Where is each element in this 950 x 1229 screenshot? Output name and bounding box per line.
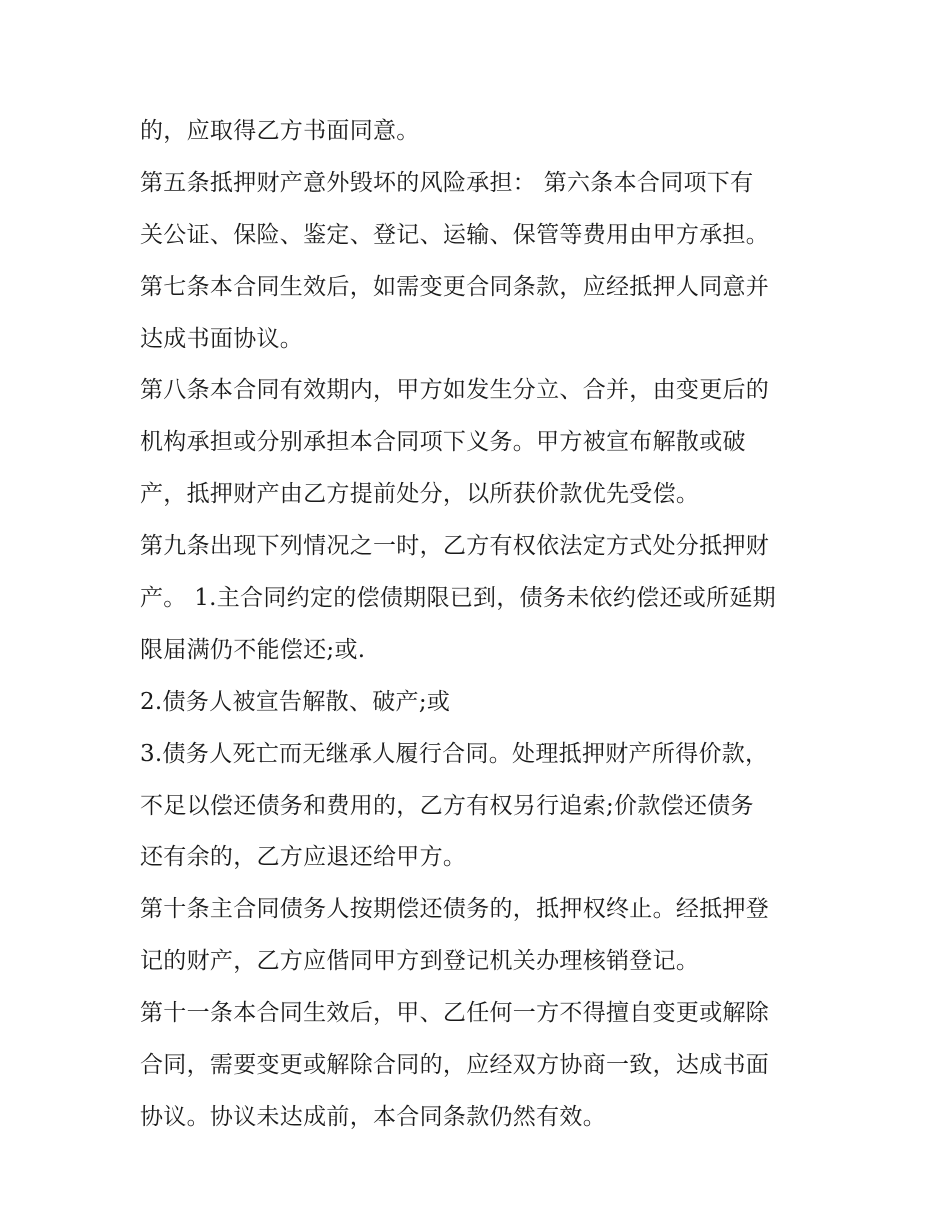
text-line: 的，应取得乙方书面同意。 — [140, 118, 420, 144]
text-line: 第五条抵押财产意外毁坏的风险承担： 第六条本合同项下有 — [140, 169, 754, 196]
text-line: 第七条本合同生效后，如需变更合同条款，应经抵押人同意并 — [140, 273, 770, 300]
text-line: 产，抵押财产由乙方提前处分，以所获价款优先受偿。 — [140, 481, 700, 508]
text-line: 达成书面协议。 — [140, 325, 304, 352]
text-line: 关公证、保险、鉴定、登记、运输、保管等费用由甲方承担。 — [140, 221, 770, 248]
text-line: 第九条出现下列情况之一时，乙方有权依法定方式处分抵押财 — [140, 533, 770, 560]
text-line: 产。 1.主合同约定的偿债期限已到，债务未依约偿还或所延期 — [140, 585, 776, 612]
text-line: 限届满仍不能偿还;或. — [140, 636, 366, 663]
text-line: 合同，需要变更或解除合同的，应经双方协商一致，达成书面 — [140, 1052, 770, 1079]
text-line: 还有余的，乙方应退还给甲方。 — [140, 844, 467, 871]
text-line: 2.债务人被宣告解散、破产;或 — [140, 688, 451, 715]
text-line: 机构承担或分别承担本合同项下义务。甲方被宣布解散或破 — [140, 429, 746, 456]
text-line: 第十条主合同债务人按期偿还债务的，抵押权终止。经抵押登 — [140, 896, 770, 923]
text-line: 3.债务人死亡而无继承人履行合同。处理抵押财产所得价款， — [140, 740, 769, 767]
text-line: 不足以偿还债务和费用的，乙方有权另行追索;价款偿还债务 — [140, 792, 754, 819]
text-line: 第八条本合同有效期内，甲方如发生分立、合并，由变更后的 — [140, 377, 770, 404]
text-line: 记的财产，乙方应偕同甲方到登记机关办理核销登记。 — [140, 948, 700, 975]
text-line: 第十一条本合同生效后，甲、乙任何一方不得擅自变更或解除 — [140, 1000, 770, 1027]
text-line: 协议。协议未达成前，本合同条款仍然有效。 — [140, 1103, 606, 1130]
document-body — [140, 106, 820, 1144]
